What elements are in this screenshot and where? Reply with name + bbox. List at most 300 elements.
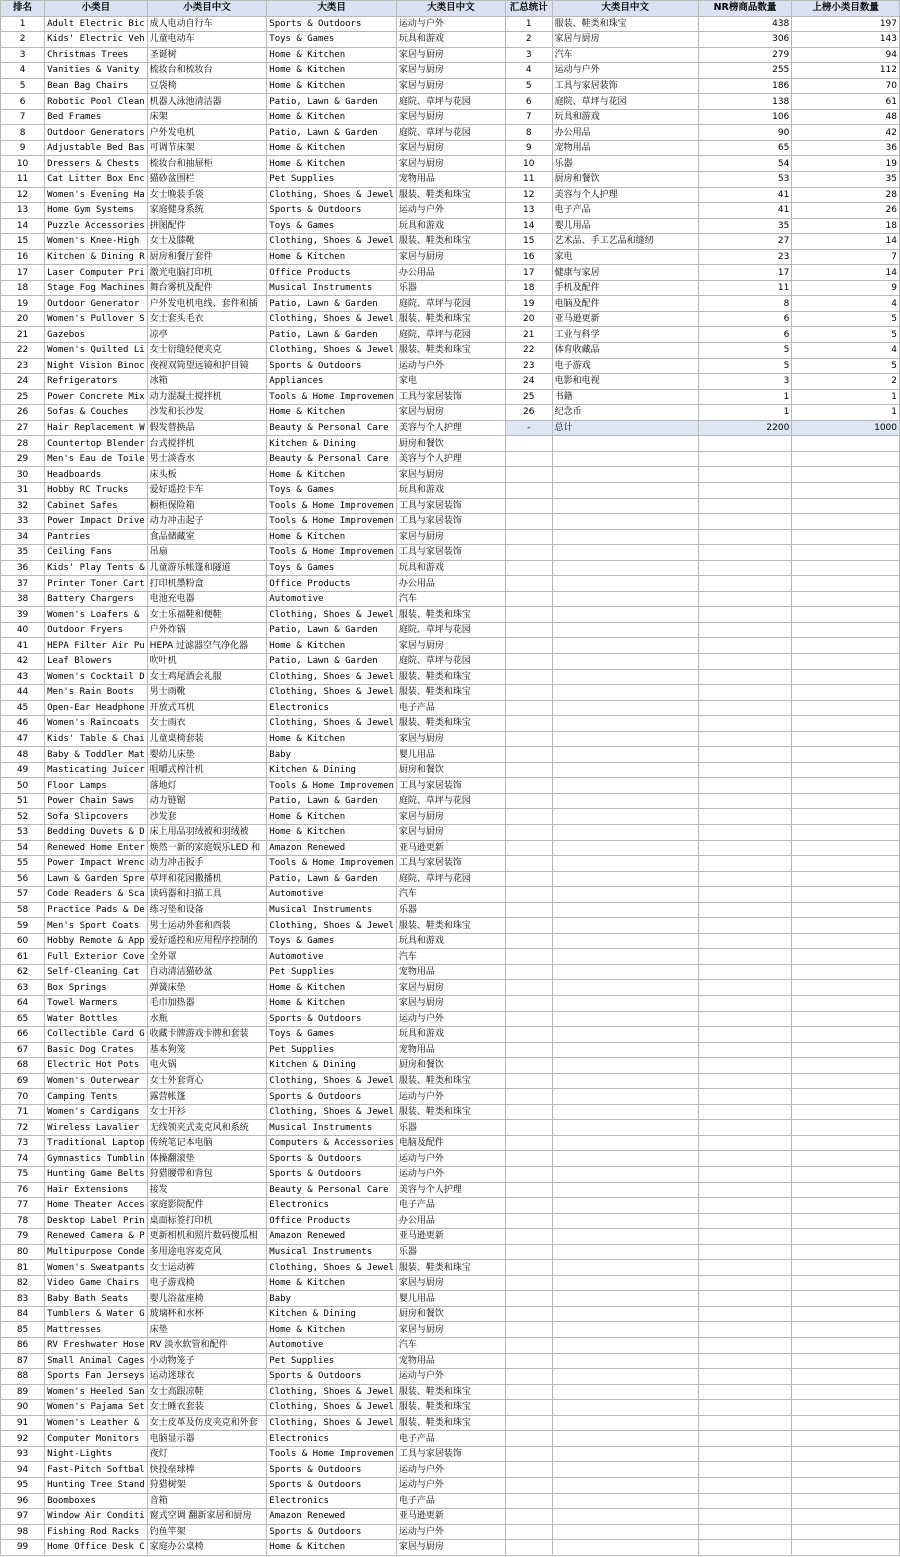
- cell-rank[interactable]: 3: [1, 47, 45, 63]
- cell-rank[interactable]: 40: [1, 622, 45, 638]
- summary-count[interactable]: [698, 451, 792, 467]
- cell-subcategory-en[interactable]: HEPA Filter Air Pu: [45, 638, 148, 654]
- cell-category-cn[interactable]: 厨房和餐饮: [396, 1306, 505, 1322]
- summary-subcount[interactable]: [792, 918, 900, 934]
- cell-category-en[interactable]: Patio, Lawn & Garden: [267, 296, 397, 312]
- summary-subcount[interactable]: [792, 514, 900, 530]
- summary-category[interactable]: [552, 949, 698, 965]
- summary-subcount[interactable]: 36: [792, 140, 900, 156]
- cell-category-cn[interactable]: 服装、鞋类和珠宝: [396, 234, 505, 250]
- cell-category-en[interactable]: Tools & Home Improvemen: [267, 514, 397, 530]
- cell-subcategory-cn[interactable]: 冰箱: [147, 374, 267, 390]
- summary-count[interactable]: 8: [698, 296, 792, 312]
- summary-subcount[interactable]: [792, 529, 900, 545]
- summary-index[interactable]: 11: [505, 172, 552, 188]
- cell-subcategory-cn[interactable]: 打印机墨粉盒: [147, 576, 267, 592]
- cell-category-cn[interactable]: 家居与厨房: [396, 824, 505, 840]
- summary-index[interactable]: [505, 1540, 552, 1556]
- cell-category-cn[interactable]: 工具与家居装饰: [396, 498, 505, 514]
- cell-category-cn[interactable]: 家居与厨房: [396, 405, 505, 421]
- cell-rank[interactable]: 19: [1, 296, 45, 312]
- cell-subcategory-cn[interactable]: 沙发套: [147, 809, 267, 825]
- cell-category-en[interactable]: Kitchen & Dining: [267, 1058, 397, 1074]
- cell-category-en[interactable]: Sports & Outdoors: [267, 1477, 397, 1493]
- summary-subcount[interactable]: [792, 1369, 900, 1385]
- cell-category-en[interactable]: Toys & Games: [267, 933, 397, 949]
- cell-rank[interactable]: 95: [1, 1477, 45, 1493]
- cell-rank[interactable]: 46: [1, 716, 45, 732]
- cell-subcategory-cn[interactable]: 激光电脑打印机: [147, 265, 267, 281]
- summary-category[interactable]: 美容与个人护理: [552, 187, 698, 203]
- summary-count[interactable]: [698, 1104, 792, 1120]
- summary-category[interactable]: 电影和电视: [552, 374, 698, 390]
- summary-subcount[interactable]: [792, 498, 900, 514]
- cell-rank[interactable]: 21: [1, 327, 45, 343]
- cell-category-en[interactable]: Office Products: [267, 576, 397, 592]
- summary-index[interactable]: [505, 871, 552, 887]
- summary-index[interactable]: 14: [505, 218, 552, 234]
- summary-index[interactable]: [505, 1524, 552, 1540]
- cell-subcategory-cn[interactable]: 小动物笼子: [147, 1353, 267, 1369]
- cell-rank[interactable]: 2: [1, 32, 45, 48]
- summary-count[interactable]: [698, 1509, 792, 1525]
- cell-category-cn[interactable]: 服装、鞋类和珠宝: [396, 187, 505, 203]
- cell-rank[interactable]: 77: [1, 1198, 45, 1214]
- summary-count[interactable]: [698, 529, 792, 545]
- summary-subcount[interactable]: [792, 576, 900, 592]
- summary-category[interactable]: 玩具和游戏: [552, 109, 698, 125]
- summary-subcount[interactable]: [792, 560, 900, 576]
- summary-subcount[interactable]: [792, 1462, 900, 1478]
- summary-category[interactable]: [552, 1120, 698, 1136]
- cell-rank[interactable]: 66: [1, 1027, 45, 1043]
- summary-subcount[interactable]: [792, 1415, 900, 1431]
- cell-category-cn[interactable]: 厨房和餐饮: [396, 1058, 505, 1074]
- cell-rank[interactable]: 24: [1, 374, 45, 390]
- cell-subcategory-en[interactable]: Floor Lamps: [45, 778, 148, 794]
- summary-subcount[interactable]: [792, 653, 900, 669]
- cell-category-en[interactable]: Home & Kitchen: [267, 996, 397, 1012]
- cell-subcategory-en[interactable]: Electric Hot Pots: [45, 1058, 148, 1074]
- cell-category-en[interactable]: Electronics: [267, 1431, 397, 1447]
- cell-category-en[interactable]: Kitchen & Dining: [267, 1306, 397, 1322]
- summary-category[interactable]: [552, 809, 698, 825]
- cell-rank[interactable]: 83: [1, 1291, 45, 1307]
- cell-rank[interactable]: 10: [1, 156, 45, 172]
- summary-subcount[interactable]: [792, 840, 900, 856]
- summary-index[interactable]: [505, 980, 552, 996]
- summary-count[interactable]: [698, 622, 792, 638]
- summary-subcount[interactable]: 61: [792, 94, 900, 110]
- cell-subcategory-cn[interactable]: 圣诞树: [147, 47, 267, 63]
- summary-category[interactable]: [552, 1462, 698, 1478]
- summary-subcount[interactable]: [792, 1540, 900, 1556]
- summary-subcount[interactable]: 1: [792, 389, 900, 405]
- cell-rank[interactable]: 57: [1, 887, 45, 903]
- cell-subcategory-cn[interactable]: 电脑显示器: [147, 1431, 267, 1447]
- summary-index[interactable]: [505, 700, 552, 716]
- cell-subcategory-en[interactable]: Women's Pullover S: [45, 311, 148, 327]
- header-sub-en[interactable]: 小类目: [45, 1, 148, 17]
- summary-category[interactable]: [552, 1446, 698, 1462]
- header-summary-subcount[interactable]: 上榜小类目数量: [792, 1, 900, 17]
- summary-category[interactable]: [552, 731, 698, 747]
- cell-category-en[interactable]: Tools & Home Improvemen: [267, 856, 397, 872]
- cell-category-en[interactable]: Patio, Lawn & Garden: [267, 653, 397, 669]
- cell-category-cn[interactable]: 厨房和餐饮: [396, 762, 505, 778]
- summary-count[interactable]: [698, 1244, 792, 1260]
- cell-subcategory-cn[interactable]: 草坪和花园撒播机: [147, 871, 267, 887]
- cell-category-cn[interactable]: 厨房和餐饮: [396, 436, 505, 452]
- summary-category[interactable]: [552, 669, 698, 685]
- summary-category[interactable]: [552, 1104, 698, 1120]
- summary-count[interactable]: 27: [698, 234, 792, 250]
- summary-index[interactable]: 25: [505, 389, 552, 405]
- cell-category-cn[interactable]: 工具与家居装饰: [396, 856, 505, 872]
- summary-count[interactable]: [698, 1182, 792, 1198]
- summary-index[interactable]: [505, 1509, 552, 1525]
- summary-subcount[interactable]: [792, 638, 900, 654]
- cell-category-en[interactable]: Home & Kitchen: [267, 63, 397, 79]
- summary-subcount[interactable]: [792, 1306, 900, 1322]
- cell-rank[interactable]: 35: [1, 545, 45, 561]
- summary-index[interactable]: 1: [505, 16, 552, 32]
- summary-count[interactable]: [698, 1369, 792, 1385]
- cell-subcategory-cn[interactable]: 电池充电器: [147, 591, 267, 607]
- summary-index[interactable]: 4: [505, 63, 552, 79]
- cell-rank[interactable]: 88: [1, 1369, 45, 1385]
- summary-index[interactable]: [505, 887, 552, 903]
- cell-subcategory-en[interactable]: Renewed Home Enter: [45, 840, 148, 856]
- summary-count[interactable]: [698, 1384, 792, 1400]
- cell-category-cn[interactable]: 工具与家居装饰: [396, 778, 505, 794]
- cell-rank[interactable]: 98: [1, 1524, 45, 1540]
- cell-category-en[interactable]: Clothing, Shoes & Jewel: [267, 716, 397, 732]
- cell-subcategory-cn[interactable]: RV 淡水软管和配件: [147, 1338, 267, 1354]
- summary-count[interactable]: [698, 1275, 792, 1291]
- cell-subcategory-en[interactable]: Women's Pajama Set: [45, 1400, 148, 1416]
- cell-subcategory-en[interactable]: Boomboxes: [45, 1493, 148, 1509]
- cell-category-cn[interactable]: 家居与厨房: [396, 638, 505, 654]
- cell-category-cn[interactable]: 办公用品: [396, 1213, 505, 1229]
- summary-subcount[interactable]: [792, 1058, 900, 1074]
- summary-index[interactable]: [505, 778, 552, 794]
- header-summary-category[interactable]: 大类目中文: [552, 1, 698, 17]
- summary-index[interactable]: [505, 856, 552, 872]
- cell-subcategory-en[interactable]: Women's Quilted Li: [45, 343, 148, 359]
- cell-rank[interactable]: 60: [1, 933, 45, 949]
- summary-index[interactable]: [505, 560, 552, 576]
- summary-index[interactable]: [505, 1462, 552, 1478]
- cell-subcategory-cn[interactable]: 电火锅: [147, 1058, 267, 1074]
- cell-subcategory-cn[interactable]: 桌面标签打印机: [147, 1213, 267, 1229]
- summary-category[interactable]: [552, 793, 698, 809]
- summary-subcount[interactable]: 5: [792, 311, 900, 327]
- summary-subcount[interactable]: [792, 964, 900, 980]
- cell-rank[interactable]: 99: [1, 1540, 45, 1556]
- cell-rank[interactable]: 32: [1, 498, 45, 514]
- summary-count[interactable]: [698, 933, 792, 949]
- summary-category[interactable]: [552, 1089, 698, 1105]
- cell-category-en[interactable]: Pet Supplies: [267, 1042, 397, 1058]
- summary-index[interactable]: 15: [505, 234, 552, 250]
- summary-category[interactable]: [552, 1431, 698, 1447]
- summary-subcount[interactable]: [792, 451, 900, 467]
- summary-count[interactable]: [698, 1260, 792, 1276]
- cell-category-cn[interactable]: 乐器: [396, 280, 505, 296]
- summary-index[interactable]: [505, 1260, 552, 1276]
- summary-subcount[interactable]: [792, 949, 900, 965]
- cell-category-en[interactable]: Electronics: [267, 1493, 397, 1509]
- cell-subcategory-en[interactable]: Vanities & Vanity: [45, 63, 148, 79]
- cell-category-cn[interactable]: 家居与厨房: [396, 731, 505, 747]
- cell-rank[interactable]: 6: [1, 94, 45, 110]
- cell-category-en[interactable]: Home & Kitchen: [267, 156, 397, 172]
- cell-subcategory-cn[interactable]: 练习垫和设备: [147, 902, 267, 918]
- summary-count[interactable]: 5: [698, 343, 792, 359]
- summary-subcount[interactable]: [792, 1027, 900, 1043]
- summary-count[interactable]: 1: [698, 405, 792, 421]
- summary-count[interactable]: [698, 1415, 792, 1431]
- summary-subcount[interactable]: 48: [792, 109, 900, 125]
- cell-subcategory-cn[interactable]: 拼图配件: [147, 218, 267, 234]
- cell-subcategory-en[interactable]: Self-Cleaning Cat: [45, 964, 148, 980]
- summary-category[interactable]: [552, 1229, 698, 1245]
- cell-category-en[interactable]: Home & Kitchen: [267, 405, 397, 421]
- summary-category[interactable]: [552, 498, 698, 514]
- cell-category-en[interactable]: Sports & Outdoors: [267, 1089, 397, 1105]
- cell-rank[interactable]: 78: [1, 1213, 45, 1229]
- summary-subcount[interactable]: [792, 824, 900, 840]
- cell-subcategory-en[interactable]: Masticating Juicer: [45, 762, 148, 778]
- summary-category[interactable]: [552, 1073, 698, 1089]
- summary-category[interactable]: [552, 1042, 698, 1058]
- cell-category-cn[interactable]: 庭院、草坪与花园: [396, 125, 505, 141]
- cell-category-cn[interactable]: 亚马逊更新: [396, 1509, 505, 1525]
- cell-rank[interactable]: 97: [1, 1509, 45, 1525]
- summary-subcount[interactable]: 35: [792, 172, 900, 188]
- summary-index[interactable]: [505, 1058, 552, 1074]
- cell-subcategory-cn[interactable]: 读码器和扫描工具: [147, 887, 267, 903]
- cell-subcategory-cn[interactable]: 男士运动外套和西装: [147, 918, 267, 934]
- summary-count[interactable]: [698, 669, 792, 685]
- cell-category-en[interactable]: Kitchen & Dining: [267, 762, 397, 778]
- summary-index[interactable]: [505, 482, 552, 498]
- cell-subcategory-cn[interactable]: 毛巾加热器: [147, 996, 267, 1012]
- summary-subcount[interactable]: 42: [792, 125, 900, 141]
- cell-subcategory-en[interactable]: Night-Lights: [45, 1446, 148, 1462]
- cell-subcategory-cn[interactable]: 狩猎腰带和背包: [147, 1167, 267, 1183]
- cell-category-en[interactable]: Musical Instruments: [267, 1120, 397, 1136]
- cell-subcategory-cn[interactable]: 成人电动自行车: [147, 16, 267, 32]
- header-rank[interactable]: 排名: [1, 1, 45, 17]
- cell-subcategory-cn[interactable]: 女士套头毛衣: [147, 311, 267, 327]
- cell-rank[interactable]: 79: [1, 1229, 45, 1245]
- cell-category-cn[interactable]: 家居与厨房: [396, 809, 505, 825]
- cell-category-en[interactable]: Pet Supplies: [267, 172, 397, 188]
- cell-subcategory-en[interactable]: Power Chain Saws: [45, 793, 148, 809]
- cell-category-en[interactable]: Automotive: [267, 887, 397, 903]
- cell-rank[interactable]: 82: [1, 1275, 45, 1291]
- summary-category[interactable]: [552, 840, 698, 856]
- summary-category[interactable]: [552, 1291, 698, 1307]
- cell-rank[interactable]: 96: [1, 1493, 45, 1509]
- summary-category[interactable]: [552, 980, 698, 996]
- summary-category[interactable]: 艺术品、手工艺品和缝纫: [552, 234, 698, 250]
- summary-index[interactable]: 18: [505, 280, 552, 296]
- summary-index[interactable]: [505, 1104, 552, 1120]
- cell-category-cn[interactable]: 服装、鞋类和珠宝: [396, 1400, 505, 1416]
- cell-category-cn[interactable]: 工具与家居装饰: [396, 1446, 505, 1462]
- summary-count[interactable]: 106: [698, 109, 792, 125]
- summary-subcount[interactable]: 4: [792, 343, 900, 359]
- cell-subcategory-cn[interactable]: 窗式空调 翻新家居和厨房: [147, 1509, 267, 1525]
- cell-category-cn[interactable]: 玩具和游戏: [396, 1027, 505, 1043]
- cell-category-en[interactable]: Beauty & Personal Care: [267, 420, 397, 436]
- cell-subcategory-en[interactable]: Open-Ear Headphone: [45, 700, 148, 716]
- cell-rank[interactable]: 62: [1, 964, 45, 980]
- summary-count[interactable]: [698, 1400, 792, 1416]
- summary-index[interactable]: [505, 607, 552, 623]
- cell-subcategory-cn[interactable]: 女士衍缝轻便夹克: [147, 343, 267, 359]
- cell-subcategory-cn[interactable]: 豆袋椅: [147, 78, 267, 94]
- summary-count[interactable]: [698, 1353, 792, 1369]
- cell-category-en[interactable]: Patio, Lawn & Garden: [267, 327, 397, 343]
- summary-subcount[interactable]: [792, 482, 900, 498]
- summary-count[interactable]: 1: [698, 389, 792, 405]
- summary-count[interactable]: [698, 824, 792, 840]
- cell-rank[interactable]: 91: [1, 1415, 45, 1431]
- cell-subcategory-en[interactable]: Home Office Desk C: [45, 1540, 148, 1556]
- summary-count[interactable]: 41: [698, 187, 792, 203]
- cell-rank[interactable]: 28: [1, 436, 45, 452]
- summary-subcount[interactable]: 19: [792, 156, 900, 172]
- cell-category-en[interactable]: Tools & Home Improvemen: [267, 545, 397, 561]
- summary-count[interactable]: [698, 716, 792, 732]
- cell-subcategory-cn[interactable]: 吊扇: [147, 545, 267, 561]
- summary-count[interactable]: [698, 1135, 792, 1151]
- cell-category-cn[interactable]: 服装、鞋类和珠宝: [396, 1260, 505, 1276]
- cell-subcategory-cn[interactable]: 厨房和餐厅套件: [147, 249, 267, 265]
- summary-index[interactable]: 2: [505, 32, 552, 48]
- cell-subcategory-cn[interactable]: 动力冲击起子: [147, 514, 267, 530]
- summary-subcount[interactable]: [792, 902, 900, 918]
- summary-index[interactable]: [505, 529, 552, 545]
- summary-category[interactable]: [552, 1306, 698, 1322]
- cell-subcategory-cn[interactable]: 咀嚼式榨汁机: [147, 762, 267, 778]
- cell-rank[interactable]: 18: [1, 280, 45, 296]
- summary-subcount[interactable]: [792, 1151, 900, 1167]
- cell-subcategory-cn[interactable]: 床上用品羽绒被和羽绒被: [147, 824, 267, 840]
- cell-category-en[interactable]: Pet Supplies: [267, 1353, 397, 1369]
- cell-category-cn[interactable]: 服装、鞋类和珠宝: [396, 311, 505, 327]
- summary-subcount[interactable]: [792, 1260, 900, 1276]
- header-summary-count[interactable]: NR榜商品数量: [698, 1, 792, 17]
- summary-count[interactable]: [698, 1338, 792, 1354]
- cell-subcategory-en[interactable]: Outdoor Generator: [45, 296, 148, 312]
- cell-subcategory-cn[interactable]: 自动清洁猫砂盆: [147, 964, 267, 980]
- summary-subcount[interactable]: [792, 1353, 900, 1369]
- summary-index[interactable]: [505, 716, 552, 732]
- cell-category-en[interactable]: Clothing, Shoes & Jewel: [267, 343, 397, 359]
- cell-rank[interactable]: 74: [1, 1151, 45, 1167]
- summary-subcount[interactable]: [792, 887, 900, 903]
- cell-rank[interactable]: 31: [1, 482, 45, 498]
- cell-category-cn[interactable]: 运动与户外: [396, 1167, 505, 1183]
- summary-category[interactable]: [552, 996, 698, 1012]
- cell-category-en[interactable]: Home & Kitchen: [267, 249, 397, 265]
- summary-category[interactable]: [552, 1011, 698, 1027]
- cell-category-cn[interactable]: 服装、鞋类和珠宝: [396, 1384, 505, 1400]
- cell-rank[interactable]: 15: [1, 234, 45, 250]
- cell-category-cn[interactable]: 汽车: [396, 949, 505, 965]
- cell-subcategory-cn[interactable]: 爱好遥控和应用程序控制的: [147, 933, 267, 949]
- summary-index[interactable]: -: [505, 420, 552, 436]
- cell-category-cn[interactable]: 宠物用品: [396, 1353, 505, 1369]
- cell-category-cn[interactable]: 运动与户外: [396, 1151, 505, 1167]
- cell-category-en[interactable]: Toys & Games: [267, 32, 397, 48]
- summary-category[interactable]: 汽车: [552, 47, 698, 63]
- cell-category-cn[interactable]: 汽车: [396, 887, 505, 903]
- summary-subcount[interactable]: 4: [792, 296, 900, 312]
- cell-category-en[interactable]: Computers & Accessories: [267, 1135, 397, 1151]
- summary-index[interactable]: [505, 809, 552, 825]
- summary-index[interactable]: 16: [505, 249, 552, 265]
- cell-subcategory-cn[interactable]: HEPA 过滤器空气净化器: [147, 638, 267, 654]
- cell-rank[interactable]: 36: [1, 560, 45, 576]
- cell-category-en[interactable]: Sports & Outdoors: [267, 16, 397, 32]
- cell-category-cn[interactable]: 电子产品: [396, 1431, 505, 1447]
- cell-subcategory-en[interactable]: Window Air Conditi: [45, 1509, 148, 1525]
- cell-subcategory-cn[interactable]: 焕然一新的家庭娱乐LED 和: [147, 840, 267, 856]
- summary-category[interactable]: 庭院、草坪与花园: [552, 94, 698, 110]
- summary-subcount[interactable]: [792, 1524, 900, 1540]
- summary-category[interactable]: [552, 685, 698, 701]
- summary-category[interactable]: [552, 933, 698, 949]
- cell-category-cn[interactable]: 美容与个人护理: [396, 420, 505, 436]
- cell-subcategory-cn[interactable]: 快投垒球棒: [147, 1462, 267, 1478]
- summary-count[interactable]: 3: [698, 374, 792, 390]
- cell-rank[interactable]: 87: [1, 1353, 45, 1369]
- cell-category-en[interactable]: Clothing, Shoes & Jewel: [267, 1260, 397, 1276]
- cell-subcategory-en[interactable]: Home Gym Systems: [45, 203, 148, 219]
- cell-subcategory-cn[interactable]: 儿童桌椅套装: [147, 731, 267, 747]
- summary-category[interactable]: [552, 1369, 698, 1385]
- summary-index[interactable]: [505, 1027, 552, 1043]
- summary-count[interactable]: [698, 887, 792, 903]
- cell-subcategory-cn[interactable]: 女士晚装手袋: [147, 187, 267, 203]
- cell-category-cn[interactable]: 家居与厨房: [396, 1322, 505, 1338]
- summary-index[interactable]: 12: [505, 187, 552, 203]
- summary-category[interactable]: [552, 1135, 698, 1151]
- summary-count[interactable]: [698, 1089, 792, 1105]
- cell-category-cn[interactable]: 家电: [396, 374, 505, 390]
- cell-subcategory-en[interactable]: Gazebos: [45, 327, 148, 343]
- summary-category[interactable]: [552, 607, 698, 623]
- summary-count[interactable]: [698, 607, 792, 623]
- summary-count[interactable]: [698, 1477, 792, 1493]
- summary-count[interactable]: [698, 980, 792, 996]
- cell-rank[interactable]: 39: [1, 607, 45, 623]
- cell-subcategory-en[interactable]: Outdoor Fryers: [45, 622, 148, 638]
- summary-count[interactable]: 11: [698, 280, 792, 296]
- summary-count[interactable]: [698, 918, 792, 934]
- summary-subcount[interactable]: 26: [792, 203, 900, 219]
- summary-index[interactable]: [505, 685, 552, 701]
- cell-subcategory-en[interactable]: Men's Sport Coats: [45, 918, 148, 934]
- cell-subcategory-cn[interactable]: 水瓶: [147, 1011, 267, 1027]
- cell-subcategory-en[interactable]: Adjustable Bed Bas: [45, 140, 148, 156]
